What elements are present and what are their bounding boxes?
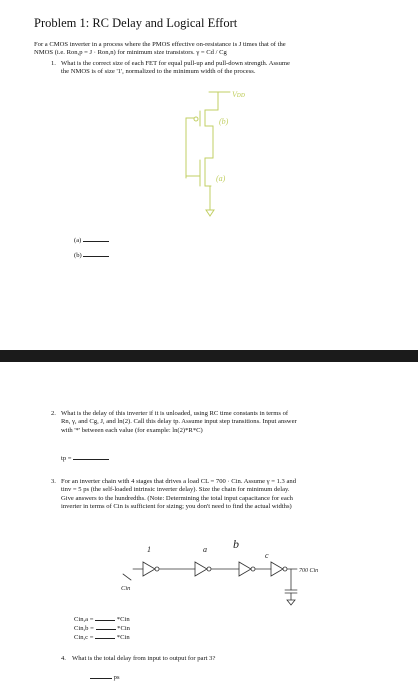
cin-a-blank[interactable] (95, 614, 115, 621)
q2-line: with '*' between each value (for example: ln(2)*R*C) (61, 426, 203, 434)
q1-line: the NMOS is of size '1', normalized to the minimum width of the process. (61, 68, 256, 76)
q1-text (61, 60, 290, 77)
total-delay-blank[interactable] (90, 672, 112, 679)
inverter-4 (271, 562, 283, 576)
answer-label: Cin,b = (74, 625, 94, 632)
q3-line: inverter in terms of Cin is sufficient for sizing; you don't need to find the actual widths) (61, 503, 292, 511)
q3-line: Give answers to the hundredths. (Note: Determining the total input capacitance for each (61, 494, 293, 502)
cin-c-blank[interactable] (95, 632, 115, 639)
q4-number: 4. (61, 655, 66, 662)
q2-answer (61, 453, 109, 463)
q3-text (61, 478, 296, 512)
q4-answer (90, 672, 120, 682)
sketch-vdd-label: Vᴅᴅ (232, 90, 246, 99)
inverter-3 (239, 562, 251, 576)
q3-line: For an inverter chain with 4 stages that drives a load CL = 700 · Cin. Assume γ = 1.3 and (61, 478, 296, 485)
cin-arrow (123, 574, 131, 580)
cin-b-blank[interactable] (96, 623, 116, 630)
q3-line: tinv = 5 ps (the self-loaded intrinsic inverter delay). Size the chain for minimum delay. (61, 486, 290, 494)
answer-unit: *Cin (116, 616, 130, 623)
chain-cin-label: Cin (121, 585, 131, 592)
answer-label: (b) (74, 252, 82, 259)
q1-answer-b (74, 250, 109, 260)
answer-unit: *Cin (117, 625, 130, 632)
q2-text (61, 410, 297, 435)
chain-label-a: a (203, 545, 207, 554)
inverter-1 (143, 562, 155, 576)
q1-line: What is the correct size of each FET for equal pull-up and pull-down strength. Assume (61, 60, 290, 67)
q1-number: 1. (51, 60, 56, 67)
load-ground-symbol (287, 600, 295, 605)
answer-unit: ps (113, 674, 120, 681)
sketch-top-label: (b) (219, 117, 229, 126)
inverter-chain-sketch (115, 530, 330, 610)
q2-number: 2. (51, 410, 56, 417)
answer-label: tp = (61, 455, 72, 462)
chain-label-b: b (233, 537, 239, 551)
inverter-sketch (160, 86, 255, 221)
chain-label-c: c (265, 551, 269, 560)
page-title: Problem 1: RC Delay and Logical Effort (34, 16, 238, 30)
chain-load-label: 700 Cin (299, 568, 319, 574)
sketch-bottom-label: (a) (216, 174, 226, 183)
q2-line: Rn, γ, and Cg, J, and ln(2). Call this delay tp. Assume input step transitions. Input answer (61, 418, 297, 426)
intro-text (34, 41, 286, 58)
q2-line: What is the delay of this inverter if it is unloaded, using RC time constants in terms of (61, 410, 289, 417)
q1-answer-a (74, 235, 109, 245)
page-divider (0, 350, 418, 362)
intro-line: For a CMOS inverter in a process where the PMOS effective on-resistance is J times that of the (34, 41, 286, 48)
chain-label-1: 1 (147, 545, 151, 554)
sketch-bubble (194, 117, 198, 121)
intro-line: NMOS (i.e. Ron,p = J · Ron,n) for minimum size transistors. γ = Cd / Cg (34, 49, 227, 57)
answer-blank-a[interactable] (83, 235, 109, 242)
cin-c-answer (74, 632, 130, 642)
q4-text: What is the total delay from input to output for part 3? (72, 655, 216, 662)
q3-number: 3. (51, 478, 56, 485)
answer-label: Cin,c = (74, 634, 94, 641)
answer-label: Cin,a = (74, 616, 94, 623)
answer-label: (a) (74, 237, 82, 244)
answer-unit: *Cin (116, 634, 130, 641)
tp-answer-blank[interactable] (73, 453, 109, 460)
answer-blank-b[interactable] (83, 250, 109, 257)
inverter-2 (195, 562, 207, 576)
sketch-ground-symbol (206, 210, 214, 216)
